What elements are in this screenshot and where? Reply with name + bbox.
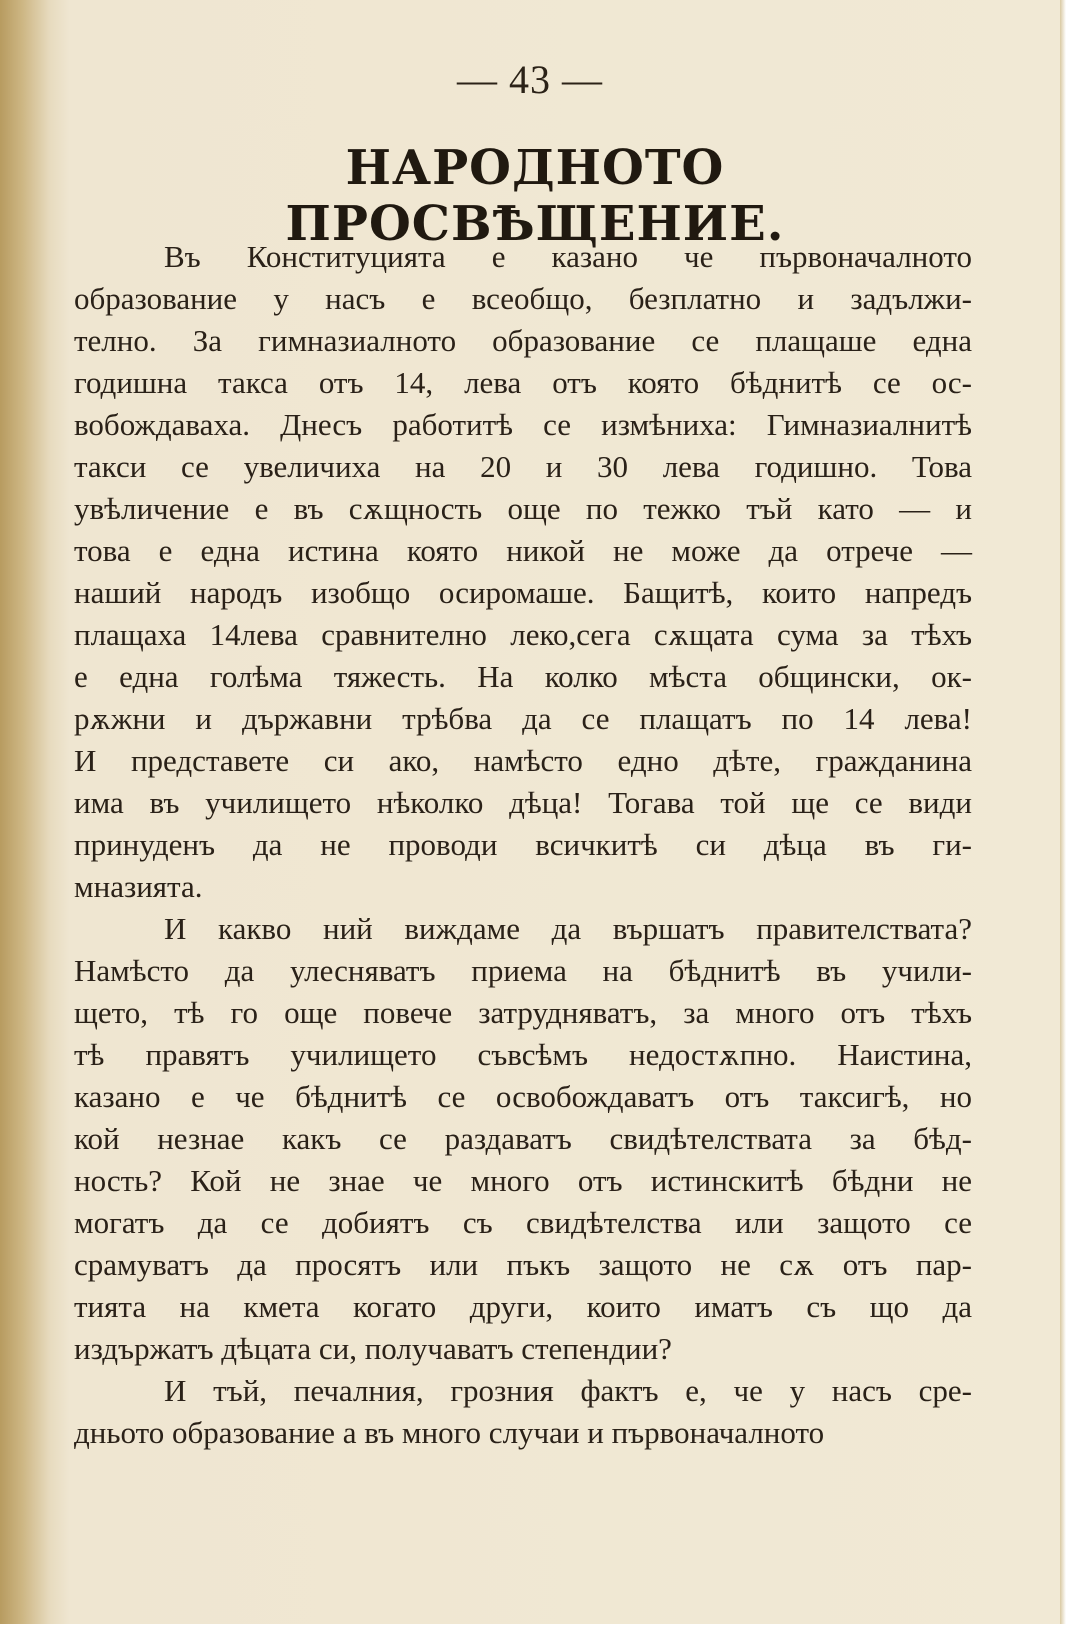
text-line: ность? Кой не знае че много отъ истинскитѣ бѣдни не (74, 1163, 972, 1198)
text-line: Въ Конституцията е казано че първоначалното (164, 239, 972, 274)
text-line: образование у насъ е всеобщо, безплатно и задължи- (74, 281, 972, 316)
text-line: има въ училището нѣколко дѣца! Тогава той ще се види (74, 785, 972, 820)
text-line: това е една истина която никой не може да отрече — (74, 533, 972, 568)
page-edge (1060, 0, 1066, 1624)
page-title: НАРОДНОТО ПРОСВѢЩЕНИЕ. (285, 140, 785, 252)
text-line: казано е че бѣднитѣ се освобождаватъ отъ таксигѣ, но (74, 1079, 972, 1114)
text-line: увѣличение е въ сѫщность още по тежко тъй като — и (74, 491, 972, 526)
text-line: наший народъ изобщо осиромаше. Бащитѣ, които напредъ (74, 575, 972, 610)
text-line: вобождаваха. Днесъ работитѣ се измѣниха: Гимназиалнитѣ (74, 407, 972, 442)
body-text (74, 236, 972, 1454)
text-line: срамуватъ да просятъ или пъкъ защото не сѫ отъ пар- (74, 1247, 972, 1282)
text-line: телно. За гимназиалното образование се плащаше една (74, 323, 972, 358)
text-line: такси се увеличиха на 20 и 30 лева годишно. Това (74, 449, 972, 484)
text-line: мназията. (74, 869, 203, 904)
text-line: принуденъ да не проводи всичкитѣ си дѣца въ ги- (74, 827, 972, 862)
text-line: И представете си ако, намѣсто едно дѣте, гражданина (74, 743, 972, 778)
text-line: щето, тѣ го още повече затрудняватъ, за много отъ тѣхъ (74, 995, 972, 1030)
text-line: кой незнае какъ се раздаватъ свидѣтелствата за бѣд- (74, 1121, 972, 1156)
text-line: И какво ний виждаме да вършатъ правителствата? (164, 911, 972, 946)
text-line: дньото образование а въ много случаи и първоначалното (74, 1415, 825, 1450)
text-line: издържатъ дѣцата си, получаватъ степендии? (74, 1331, 672, 1366)
text-line: могатъ да се добиятъ съ свидѣтелства или защото се (74, 1205, 972, 1240)
text-line: И тъй, печалния, грозния фактъ е, че у насъ сре- (164, 1373, 972, 1408)
text-line: Намѣсто да улесняватъ приема на бѣднитѣ въ учили- (74, 953, 972, 988)
text-line: тѣ правятъ училището съвсѣмъ недостѫпно. Наистина, (74, 1037, 972, 1072)
text-line: е една голѣма тяжесть. На колко мѣста общински, ок- (74, 659, 972, 694)
text-line: годишна такса отъ 14, лева отъ която бѣднитѣ се ос- (74, 365, 972, 400)
text-line: рѫжни и държавни трѣбва да се плащатъ по 14 лева! (74, 701, 972, 736)
page-number: — 43 — (457, 57, 603, 102)
text-line: тията на кмета когато други, които иматъ съ що да (74, 1289, 972, 1324)
text-line: плащаха 14лева сравнително леко,сега сѫщата сума за тѣхъ (74, 617, 972, 652)
